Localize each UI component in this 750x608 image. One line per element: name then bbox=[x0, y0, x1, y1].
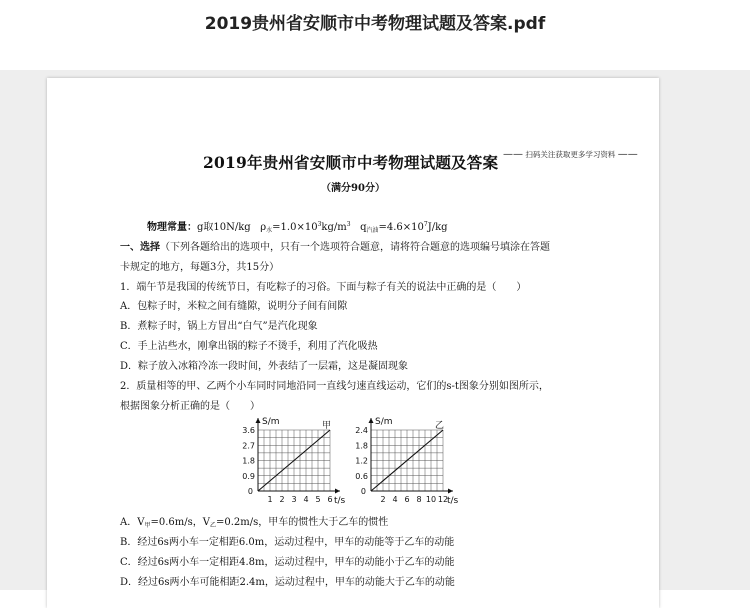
question-1-stem: 1．端午节是我国的传统节日，有吃粽子的习俗。下面与粽子有关的说法中正确的是（ ） bbox=[120, 282, 527, 293]
pdf-viewer[interactable] bbox=[0, 70, 750, 590]
question-1-option-b: B．煮粽子时，锅上方冒出“白气”是汽化现象 bbox=[120, 321, 318, 332]
document-filename: 2019贵州省安顺市中考物理试题及答案.pdf bbox=[204, 14, 546, 34]
question-2-stem: 2．质量相等的甲、乙两个小车同时同地沿同一直线匀速直线运动，它们的s-t图象分别如图所示， bbox=[120, 381, 549, 392]
question-2-stem-cont: 根据图象分析正确的是（ ） bbox=[120, 401, 260, 412]
y-tick-label: 1.2 bbox=[355, 456, 368, 466]
x-axis-arrow bbox=[448, 489, 453, 494]
x-tick-label: 12 bbox=[437, 495, 449, 504]
x-tick-label: 2 bbox=[279, 495, 285, 504]
x-axis-label: t/s bbox=[334, 496, 346, 506]
x-tick-label: 4 bbox=[303, 495, 309, 504]
origin-label: 0 bbox=[247, 487, 253, 496]
origin-label: 0 bbox=[360, 487, 366, 496]
question-2-option-c: C．经过6s两小车一定相距4.8m，运动过程中，甲车的动能小于乙车的动能 bbox=[120, 557, 455, 568]
question-1-option-c: C．手上沾些水，刚拿出锅的粽子不烫手，利用了汽化吸热 bbox=[120, 341, 378, 352]
y-tick-label: 0.6 bbox=[355, 471, 368, 481]
x-tick-label: 8 bbox=[416, 495, 422, 504]
viewer-header bbox=[0, 0, 750, 71]
question-1-option-a: A．包粽子时，米粒之间有缝隙，说明分子间有间隙 bbox=[120, 301, 348, 312]
y-axis-arrow bbox=[369, 418, 374, 423]
series-label: 乙 bbox=[435, 421, 445, 431]
y-axis-label: S/m bbox=[262, 417, 280, 427]
x-tick-label: 5 bbox=[315, 495, 321, 504]
graph-yi-svg bbox=[347, 415, 472, 513]
st-graph-jia bbox=[232, 415, 347, 513]
paper-title: 2019年贵州省安顺市中考物理试题及答案 bbox=[203, 153, 499, 172]
x-tick-label: 10 bbox=[425, 495, 437, 504]
question-2-option-d: D．经过6s两小车可能相距2.4m，运动过程中，甲车的动能大于乙车的动能 bbox=[120, 577, 455, 588]
section-description: 卡规定的地方，每题3分，共15分） bbox=[120, 262, 280, 273]
paper-subtitle: （满分90分） bbox=[321, 183, 385, 194]
x-tick-label: 1 bbox=[267, 495, 273, 504]
section-heading: 一、选择（下列各题给出的选项中，只有一个选项符合题意，请将符合题意的选项编号填涂在答题 bbox=[120, 242, 550, 253]
y-tick-label: 1.8 bbox=[242, 456, 255, 466]
y-axis-label: S/m bbox=[375, 417, 393, 427]
question-2-option-b: B．经过6s两小车一定相距6.0m，运动过程中，甲车的动能等于乙车的动能 bbox=[120, 537, 455, 548]
pdf-page bbox=[47, 78, 659, 608]
series-label: 甲 bbox=[322, 421, 332, 431]
question-1-option-d: D．粽子放入冰箱冷冻一段时间，外表结了一层霜，这是凝固现象 bbox=[120, 361, 409, 372]
question-2-option-a: A．$V_甲=0.6m/s$，$V_乙=0.2m/s$，甲车的惯性大于乙车的惯性 bbox=[120, 517, 389, 529]
y-tick-label: 2.4 bbox=[355, 426, 368, 435]
y-tick-label: 1.8 bbox=[355, 441, 368, 451]
x-tick-label: 4 bbox=[392, 495, 398, 504]
st-graph-yi bbox=[347, 415, 472, 513]
y-tick-label: 2.7 bbox=[242, 441, 255, 451]
y-axis-arrow bbox=[256, 418, 261, 423]
graph-jia-svg bbox=[232, 415, 347, 513]
side-note: —— 扫码关注获取更多学习资料 —— bbox=[503, 149, 638, 160]
y-tick-label: 3.6 bbox=[242, 426, 255, 435]
y-tick-label: 0.9 bbox=[242, 471, 255, 481]
x-axis-arrow bbox=[335, 489, 340, 494]
physics-constants: 物理常量：g取10N/kg $\rho_水=1.0\times 10^3kg/m^3$ $q_{汽油}=4.6\times 10^7J/kg$ bbox=[147, 221, 448, 234]
x-tick-label: 2 bbox=[380, 495, 386, 504]
x-tick-label: 3 bbox=[291, 495, 297, 504]
x-tick-label: 6 bbox=[404, 495, 410, 504]
x-axis-label: t/s bbox=[447, 496, 459, 506]
x-tick-label: 6 bbox=[327, 495, 333, 504]
